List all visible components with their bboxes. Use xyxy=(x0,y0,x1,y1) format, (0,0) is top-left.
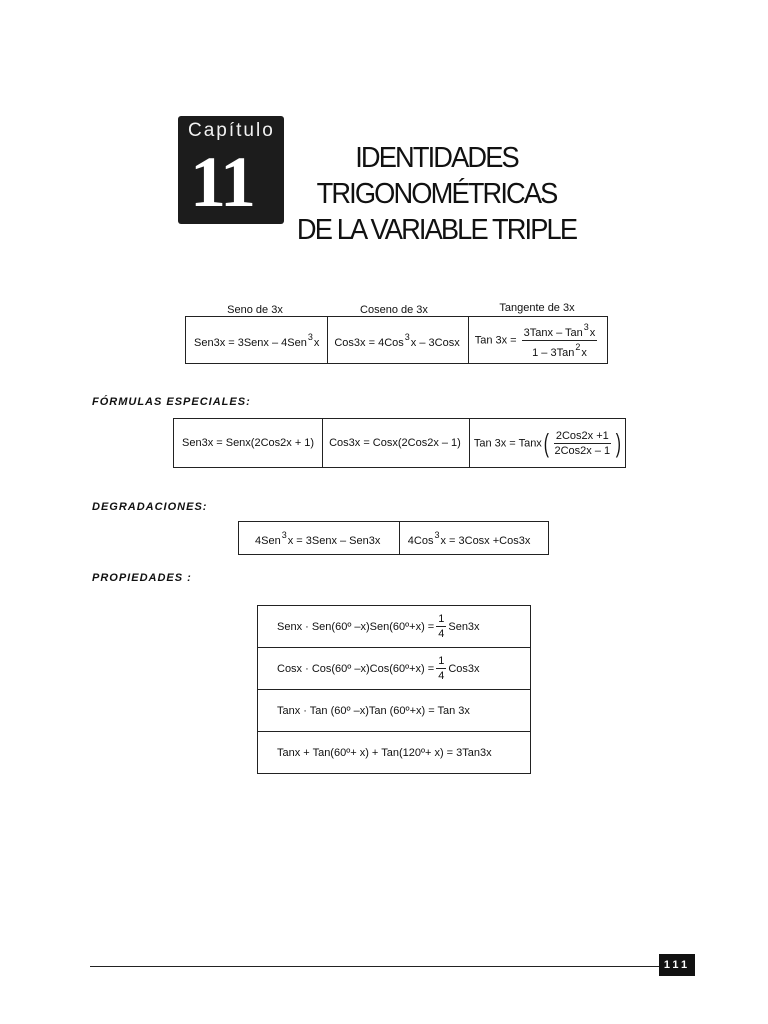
special-tan3x: Tan 3x = Tanx ( $\frac{\text{2Cos2x +1}}{\text{2Cos2x – 1}}$ ) xyxy=(469,419,625,468)
triple-angle-table xyxy=(185,316,608,364)
special-sen3x: Sen3x = Senx(2Cos2x + 1) xyxy=(174,419,323,468)
special-formulas-heading: FÓRMULAS ESPECIALES: xyxy=(92,396,251,408)
properties-box xyxy=(257,605,531,774)
chapter-number: 11 xyxy=(190,142,255,222)
chapter-title xyxy=(288,140,585,248)
header-seno: Seno de 3x xyxy=(227,304,283,316)
cos3x-formula: Cos3x = 4Cos$^3$x – 3Cosx xyxy=(328,317,468,364)
chapter-title-line1: IDENTIDADES TRIGONOMÉTRICAS xyxy=(316,142,557,210)
chapter-badge xyxy=(178,116,284,224)
properties-heading: PROPIEDADES : xyxy=(92,572,192,584)
footer-rule xyxy=(90,966,660,967)
page-number: 111 xyxy=(659,954,695,976)
special-formulas-table xyxy=(173,418,626,468)
degradation-sen: 4Sen$^3$x = 3Senx – Sen3x xyxy=(239,522,400,555)
degradation-cos: 4Cos$^3$x = 3Cosx +Cos3x xyxy=(399,522,548,555)
header-tangente: Tangente de 3x xyxy=(499,302,575,314)
header-coseno: Coseno de 3x xyxy=(360,304,428,316)
chapter-title-line2: DE LA VARIABLE TRIPLE xyxy=(296,214,577,246)
tan3x-formula: Tan 3x = $\frac{3Tanx - Tan^3x}{1 - 3Tan^2x}$ xyxy=(468,317,608,364)
property-row-tan-product: Tanx · Tan (60º –x)Tan (60º+x) = Tan 3x xyxy=(258,690,530,732)
degradations-table xyxy=(238,521,549,555)
property-row-sen: Senx · Sen(60º –x)Sen(60º+x) = $\frac{1}{4}$ Sen3x xyxy=(258,606,530,648)
chapter-label: Capítulo xyxy=(188,120,275,141)
property-row-cos: Cosx · Cos(60º –x)Cos(60º+x) = $\frac{1}{4}$ Cos3x xyxy=(258,648,530,690)
special-cos3x: Cos3x = Cosx(2Cos2x – 1) xyxy=(323,419,470,468)
degradations-heading: DEGRADACIONES: xyxy=(92,501,208,513)
property-row-tan-sum: Tanx + Tan(60º+ x) + Tan(120º+ x) = 3Tan3x xyxy=(277,746,492,759)
sen3x-formula: Sen3x = 3Senx – 4Sen$^3$x xyxy=(186,317,328,364)
